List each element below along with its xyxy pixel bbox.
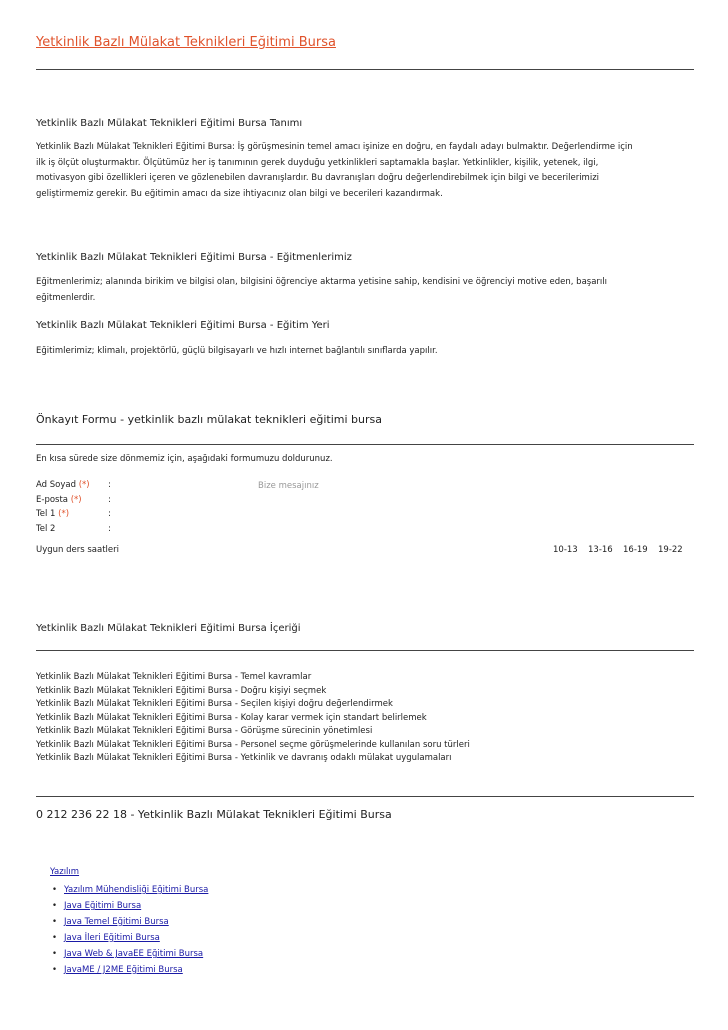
- list-item: Yetkinlik Bazlı Mülakat Teknikleri Eğitimi Bursa - Personel seçme görüşmelerinde kullanılan soru türleri: [36, 739, 470, 750]
- list-item: Yetkinlik Bazlı Mülakat Teknikleri Eğitimi Bursa - Görüşme sürecinin yönetimlesi: [36, 726, 373, 736]
- divider: [36, 650, 694, 651]
- form-intro: En kısa sürede size dönmemiz için, aşağıdaki formumuzu doldurunuz.: [36, 454, 333, 464]
- link-java[interactable]: Java Eğitimi Bursa: [64, 901, 142, 911]
- trainers-text: Eğitmenlerimiz; alanında birikim ve bilgisi olan, bilgisini öğrenciye aktarma yetisine sahip, kendisini ve öğrenciyi motive eden, başarılı eğitmenlerdir.: [36, 277, 608, 303]
- content-list: [36, 671, 470, 766]
- form-field-phone1[interactable]: Tel 1 (*) :: [36, 509, 111, 519]
- hours-option-16-19[interactable]: 16-19: [623, 545, 648, 555]
- hours-option-13-16[interactable]: 13-16: [588, 545, 613, 555]
- list-item: [50, 882, 208, 898]
- divider: [36, 444, 694, 445]
- form-heading: Önkayıt Formu - yetkinlik bazlı mülakat teknikleri eğitimi bursa: [36, 413, 382, 426]
- list-item: Yetkinlik Bazlı Mülakat Teknikleri Eğitimi Bursa - Temel kavramlar: [36, 672, 312, 682]
- message-textarea[interactable]: Bize mesajınız: [258, 481, 319, 491]
- form-field-email[interactable]: E-posta (*) :: [36, 495, 111, 505]
- definition-heading: Yetkinlik Bazlı Mülakat Teknikleri Eğitimi Bursa Tanımı: [36, 118, 303, 129]
- link-java-basic[interactable]: Java Temel Eğitimi Bursa: [64, 917, 169, 927]
- trainers-heading: Yetkinlik Bazlı Mülakat Teknikleri Eğitimi Bursa - Eğitmenlerimiz: [36, 252, 352, 263]
- list-item: [50, 930, 208, 946]
- link-java-advanced[interactable]: Java İleri Eğitimi Bursa: [64, 933, 160, 943]
- bullet-icon: •: [52, 917, 58, 927]
- list-item: Yetkinlik Bazlı Mülakat Teknikleri Eğitimi Bursa - Yetkinlik ve davranış odaklı mülakat uygulamaları: [36, 753, 452, 763]
- venue-heading: Yetkinlik Bazlı Mülakat Teknikleri Eğitimi Bursa - Eğitim Yeri: [36, 320, 330, 331]
- list-item: Yetkinlik Bazlı Mülakat Teknikleri Eğitimi Bursa - Seçilen kişiyi doğru değerlendirmek: [36, 699, 393, 709]
- definition-text: Yetkinlik Bazlı Mülakat Teknikleri Eğitimi Bursa: İş görüşmesinin temel amacı işinize en doğru, en faydalı adayı bulmaktır. Değerlendirme için ilk iş ölçüt oluşturmaktır. Ölçütümüz her iş tanımının gerek duyduğu yetkinlikleri saptamakla başlar. Yetkinlikler, kişilik, yetenek, ilgi, motivasyon gibi özellikleri içeren ve gözlenebilen davranışlardır. Bu davranışları doğru değerlendirebilmek için bilgi ve becerilerimizi geliştirmemiz gerekir. Bu eğitimin amacı da size ihtiyacınız olan bilgi ve becerileri kazandırmak.: [36, 142, 633, 199]
- bullet-icon: •: [52, 885, 58, 895]
- venue-text: Eğitimlerimiz; klimalı, projektörlü, güçlü bilgisayarlı ve hızlı internet bağlantılı sınıflarda yapılır.: [36, 346, 438, 356]
- list-item: Yetkinlik Bazlı Mülakat Teknikleri Eğitimi Bursa - Doğru kişiyi seçmek: [36, 685, 327, 696]
- list-item: [50, 914, 208, 930]
- category-link[interactable]: Yazılım: [50, 867, 80, 877]
- form-field-name[interactable]: Ad Soyad (*) :: [36, 480, 111, 490]
- content-heading: Yetkinlik Bazlı Mülakat Teknikleri Eğitimi Bursa İçeriği: [36, 623, 301, 634]
- link-javame[interactable]: JavaME / J2ME Eğitimi Bursa: [64, 965, 183, 975]
- link-java-web[interactable]: Java Web & JavaEE Eğitimi Bursa: [64, 949, 204, 959]
- bullet-icon: •: [52, 965, 58, 975]
- link-software-engineering[interactable]: Yazılım Mühendisliği Eğitimi Bursa: [64, 885, 209, 895]
- list-item: [50, 946, 208, 962]
- list-item: Yetkinlik Bazlı Mülakat Teknikleri Eğitimi Bursa - Kolay karar vermek için standart belirlemek: [36, 712, 427, 723]
- links-section: [50, 867, 208, 978]
- hours-label: Uygun ders saatleri: [36, 545, 119, 555]
- bullet-icon: •: [52, 933, 58, 943]
- contact-line: 0 212 236 22 18 - Yetkinlik Bazlı Mülakat Teknikleri Eğitimi Bursa: [36, 808, 392, 821]
- list-item: [50, 962, 208, 978]
- list-item: [50, 898, 208, 914]
- bullet-icon: •: [52, 901, 58, 911]
- form-field-phone2[interactable]: Tel 2 :: [36, 524, 111, 534]
- hours-option-19-22[interactable]: 19-22: [658, 545, 683, 555]
- page-title-link[interactable]: Yetkinlik Bazlı Mülakat Teknikleri Eğitimi Bursa: [36, 35, 336, 50]
- divider: [36, 69, 694, 70]
- divider: [36, 796, 694, 797]
- hours-option-10-13[interactable]: 10-13: [553, 545, 578, 555]
- bullet-icon: •: [52, 949, 58, 959]
